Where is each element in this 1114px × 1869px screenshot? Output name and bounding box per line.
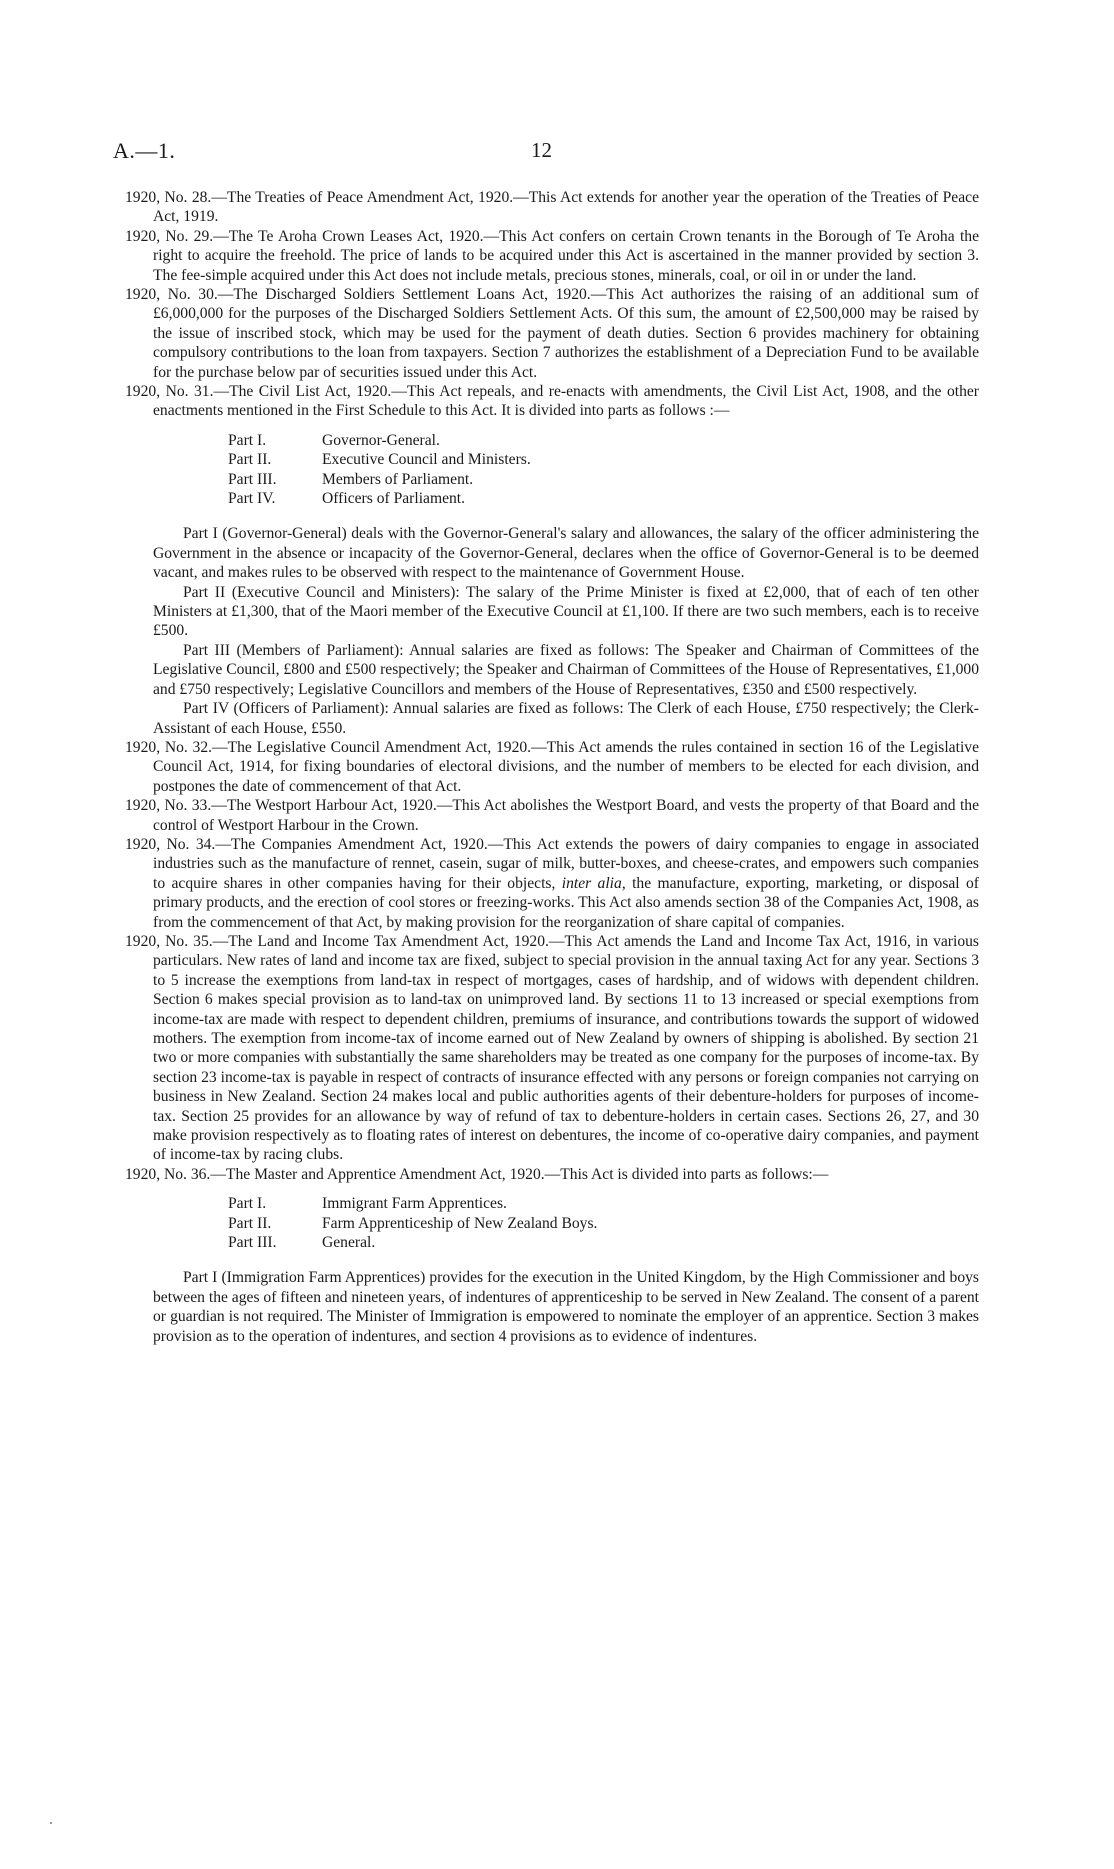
list-item: [228, 1233, 979, 1252]
entry-text: , the manufacture, exporting, marketing, or disposal of primary products, and the erection of cool stores or freezing-works. This Act also amends section 38 of the Companies Act, 1908, as from the commencement of that Act, by making provision for the reorganization of share capital of companies.: [153, 874, 979, 931]
civil-list-part-2-paragraph: Part II (Executive Council and Ministers): The salary of the Prime Minister is fixed at £2,000, that of each of ten other Ministers at £1,300, that of the Maori member of the Executive Council at £1,100. If there are two such members, each is to receive £500.: [153, 583, 979, 640]
document-body: [125, 188, 979, 1346]
act-entry-34: [125, 835, 979, 932]
part-title: Immigrant Farm Apprentices.: [322, 1195, 507, 1213]
part-number: Part III.: [228, 1234, 277, 1252]
part-title: Members of Parliament.: [322, 470, 474, 488]
civil-list-part-3-paragraph: Part III (Members of Parliament): Annual salaries are fixed as follows: The Speaker and Chairman of Committees of the Legislative Council, £800 and £500 respectively; the Speaker and Chairman of Committees of the House of Representatives, £1,000 and £750 respectively; Legislative Councillors and members of the House of Representatives, £350 and £500 respectively.: [153, 641, 979, 698]
act-entry-32: 1920, No. 32.—The Legislative Council Amendment Act, 1920.—This Act amends the rules contained in section 16 of the Legislative Council Act, 1914, for fixing boundaries of electoral divisions, and the number of members to be elected for each division, and postpones the date of commencement of that Act.: [125, 738, 979, 795]
list-item: [228, 431, 979, 450]
apprentice-parts-list: [228, 1194, 979, 1252]
part-number: Part I.: [228, 1195, 267, 1213]
page-number: 12: [531, 138, 552, 162]
part-number: Part III.: [228, 470, 277, 488]
part-title: General.: [322, 1234, 376, 1252]
part-number: Part II.: [228, 451, 272, 469]
apprentice-part-1-paragraph: Part I (Immigration Farm Apprentices) provides for the execution in the United Kingdom, by the High Commissioner and boys between the ages of fifteen and nineteen years, of indentures of apprenticeship to be served in New Zealand. The consent of a parent or guardian is not required. The Minister of Immigration is empowered to nominate the employer of an apprentice. Section 3 makes provision as to the operation of indentures, and section 4 provisions as to evidence of indentures.: [153, 1269, 979, 1345]
list-item: [228, 450, 979, 469]
part-title: Farm Apprenticeship of New Zealand Boys.: [322, 1214, 598, 1232]
act-entry-36: 1920, No. 36.—The Master and Apprentice Amendment Act, 1920.—This Act is divided into parts as follows:—: [125, 1165, 829, 1183]
page-header: [113, 138, 993, 168]
list-item: [228, 1194, 979, 1213]
act-entry-33: 1920, No. 33.—The Westport Harbour Act, 1920.—This Act abolishes the Westport Board, and vests the property of that Board and the control of Westport Harbour in the Crown.: [125, 797, 979, 834]
act-entry-29: 1920, No. 29.—The Te Aroha Crown Leases Act, 1920.—This Act confers on certain Crown tenants in the Borough of Te Aroha the right to acquire the freehold. The price of lands to be acquired under this Act is ascertained in the manner provided by section 3. The fee-simple acquired under this Act does not include metals, precious stones, minerals, coal, or oil in or under the land.: [125, 227, 979, 284]
part-number: Part IV.: [228, 490, 276, 508]
civil-list-parts-list: [228, 431, 979, 509]
part-number: Part II.: [228, 1214, 272, 1232]
part-title: Governor-General.: [322, 431, 440, 449]
civil-list-part-4-paragraph: Part IV (Officers of Parliament): Annual salaries are fixed as follows: The Clerk of each House, £750 respectively; the Clerk-Assistant of each House, £550.: [153, 700, 979, 737]
act-entry-31: 1920, No. 31.—The Civil List Act, 1920.—This Act repeals, and re-enacts with amendments, the Civil List Act, 1908, and the other enactments mentioned in the First Schedule to this Act. It is divided into parts as follows :—: [125, 383, 979, 420]
entry-text: 1920, No. 34.—The Companies Amendment Act, 1920.—This Act extends the powers of dairy companies to engage in associated industries such as the manufacture of rennet, casein, sugar of milk, butter-boxes, and cheese-crates, and empowers such companies to acquire shares in other companies having for their objects,: [125, 835, 979, 892]
list-item: [228, 489, 979, 508]
act-entry-30: 1920, No. 30.—The Discharged Soldiers Settlement Loans Act, 1920.—This Act authorizes the raising of an additional sum of £6,000,000 for the purposes of the Discharged Soldiers Settlement Acts. Of this sum, the amount of £2,500,000 may be raised by the issue of inscribed stock, which may be used for the payment of death duties. Section 6 provides machinery for obtaining compulsory contributions to the loan from taxpayers. Section 7 authorizes the establishment of a Depreciation Fund to be available for the purchase below par of securities issued under this Act.: [125, 286, 979, 381]
act-entry-35: 1920, No. 35.—The Land and Income Tax Amendment Act, 1920.—This Act amends the Land and Income Tax Act, 1916, in various particulars. New rates of land and income tax are fixed, subject to special provision in the annual taxing Act for any year. Sections 3 to 5 increase the exemptions from land-tax in respect of mortgages, cases of hardship, and of widows with dependent children. Section 6 makes special provision as to land-tax on unimproved land. By sections 11 to 13 increased or special exemptions from income-tax are made with respect to dependent children, premiums of insurance, and contributions towards the support of widowed mothers. The exemption from income-tax of income earned out of New Zealand by owners of shipping is abolished. By section 21 two or more companies with substantially the same shareholders may be treated as one company for the purposes of income-tax. By section 23 income-tax is payable in respect of contracts of insurance effected with any persons or foreign companies not carrying on business in New Zealand. Section 24 makes local and public authorities agents of their debenture-holders for purposes of income-tax. Section 25 provides for an allowance by way of refund of tax to debenture-holders in certain cases. Sections 26, 27, and 30 make provision respectively as to floating rates of interest on debentures, the income of co-operative dairy companies, and payment of income-tax by racing clubs.: [125, 932, 979, 1164]
list-item: [228, 1214, 979, 1233]
list-item: [228, 470, 979, 489]
act-entry-28: 1920, No. 28.—The Treaties of Peace Amendment Act, 1920.—This Act extends for another year the operation of the Treaties of Peace Act, 1919.: [125, 189, 979, 226]
italic-phrase: inter alia: [561, 874, 622, 892]
part-number: Part I.: [228, 431, 267, 449]
civil-list-part-1-paragraph: Part I (Governor-General) deals with the Governor-General's salary and allowances, the salary of the officer administering the Government in the absence or incapacity of the Governor-General, declares when the office of Governor-General is to be deemed vacant, and makes rules to be observed with respect to the maintenance of Government House.: [153, 525, 979, 582]
part-title: Officers of Parliament.: [322, 490, 466, 508]
scan-speck: [50, 1822, 52, 1824]
parliamentary-paper-reference: A.—1.: [113, 138, 176, 163]
part-title: Executive Council and Ministers.: [322, 451, 531, 469]
